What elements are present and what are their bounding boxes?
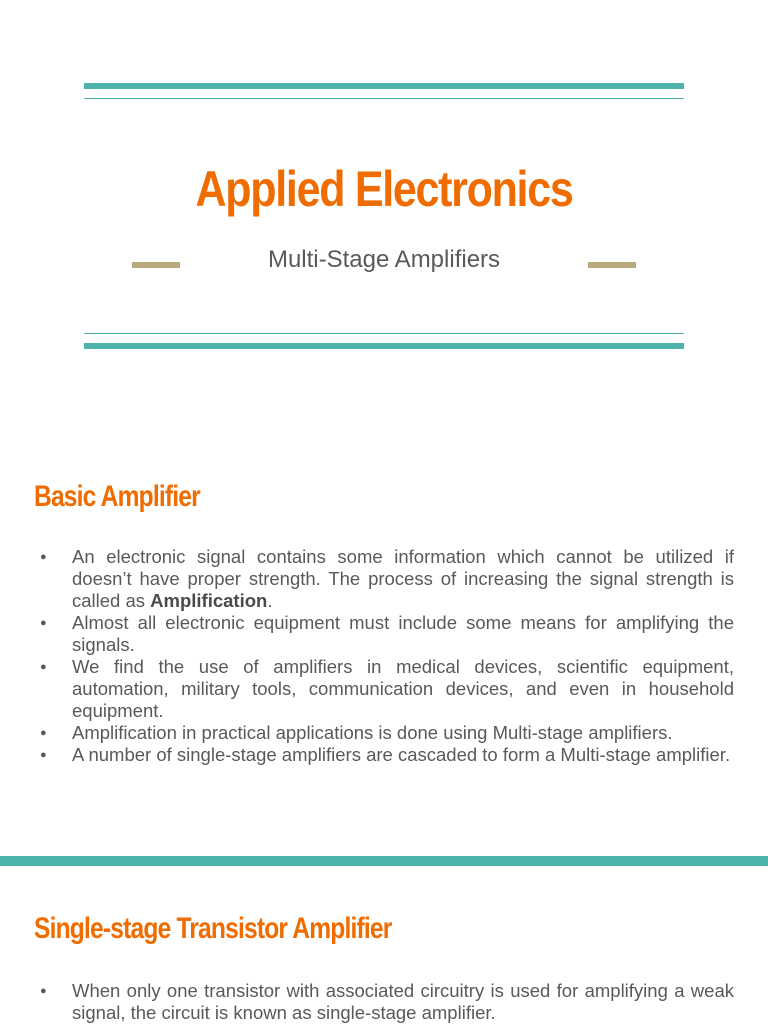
section-heading-basic-amplifier: Basic Amplifier (34, 480, 200, 513)
list-item: ● We find the use of amplifiers in medical devices, scientific equipment, automation, military tools, communication devices, and even in household equipment. (34, 656, 734, 722)
bottom-thin-rule (84, 333, 684, 334)
list-item: ● Almost all electronic equipment must include some means for amplifying the signals. (34, 612, 734, 656)
title-slide (0, 0, 768, 430)
top-thick-rule (84, 83, 684, 89)
list-item: ● When only one transistor with associated circuitry is used for amplifying a weak signal, the circuit is known as single-stage amplifier. (34, 980, 734, 1024)
top-thin-rule (84, 98, 684, 99)
bottom-thick-rule (84, 343, 684, 349)
slide-subtitle: Multi-Stage Amplifiers (267, 246, 501, 273)
subtitle-row (0, 246, 768, 280)
slide-title: Applied Electronics (195, 161, 573, 217)
slide-divider (0, 856, 768, 866)
bullet-list-basic-amplifier (34, 546, 734, 766)
list-item: ● A number of single-stage amplifiers are cascaded to form a Multi-stage amplifier. (34, 744, 734, 766)
right-dash-decoration (588, 262, 636, 268)
list-item: ● An electronic signal contains some information which cannot be utilized if doesn’t have proper strength. The process of increasing the signal strength is called as Amplification. (34, 546, 734, 612)
section-heading-single-stage: Single-stage Transistor Amplifier (34, 912, 392, 945)
bullet-list-single-stage (34, 980, 734, 1024)
list-item: ● Amplification in practical applications is done using Multi-stage amplifiers. (34, 722, 734, 744)
